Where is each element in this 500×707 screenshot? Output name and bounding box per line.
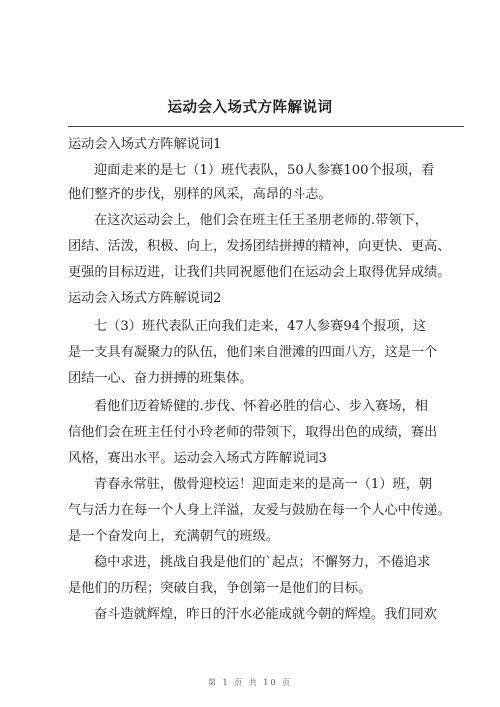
- title-divider: [68, 126, 464, 127]
- paragraph-line: 更强的目标迈进，让我们共同祝愿他们在运动会上取得优异成绩。: [68, 265, 451, 280]
- paragraph-line: 是他们的历程；突破自我，争创第一是他们的目标。: [68, 581, 372, 596]
- section-heading: 运动会入场式方阵解说词1: [68, 137, 222, 152]
- paragraph-line: 他们整齐的步伐，别样的风采，高昂的斗志。: [68, 187, 332, 202]
- paragraph-line: 气与活力在每一个人身上洋溢，友爱与鼓励在每一个人心中传递。: [68, 503, 451, 518]
- paragraph-line: 奋斗造就辉煌，昨日的汗水必能成就今朝的辉煌。我们同欢: [94, 607, 437, 622]
- paragraph-line: 在这次运动会上，他们会在班主任王圣朋老师的.带领下，: [94, 213, 428, 228]
- paragraph-line: 看他们迈着矫健的.步伐、怀着必胜的信心、步入赛场，相: [94, 399, 428, 414]
- paragraph-line: 团结一心、奋力拼搏的班集体。: [68, 371, 253, 386]
- paragraph-line: 迎面走来的是七（1）班代表队，50人参赛100个报项，看: [94, 163, 435, 178]
- paragraph-line: 七（3）班代表队正向我们走来，47人参赛94个报项，这: [94, 319, 427, 334]
- paragraph-line: 是一支具有凝聚力的队伍，他们来自泄滩的四面八方，这是一个: [68, 345, 438, 360]
- paragraph-line: 信他们会在班主任付小玲老师的带领下，取得出色的成绩，赛出: [68, 425, 438, 440]
- paragraph-line: 稳中求进，挑战自我是他们的`起点；不懈努力，不倦追求: [94, 555, 431, 570]
- document-title: 运动会入场式方阵解说词: [167, 99, 333, 116]
- paragraph-line: 风格，赛出水平。运动会入场式方阵解说词3: [68, 451, 327, 466]
- paragraph-line: 团结、活泼，积极、向上，发扬团结拼搏的精神，向更快、更高、: [68, 239, 451, 254]
- paragraph-line: 是一个奋发向上，充满朝气的班级。: [68, 529, 279, 544]
- section-heading: 运动会入场式方阵解说词2: [68, 291, 222, 306]
- page-footer: 第 1 页 共 10 页: [208, 678, 292, 687]
- paragraph-line: 青春永常驻，傲骨迎校运！迎面走来的是高一（1）班，朝: [94, 477, 433, 492]
